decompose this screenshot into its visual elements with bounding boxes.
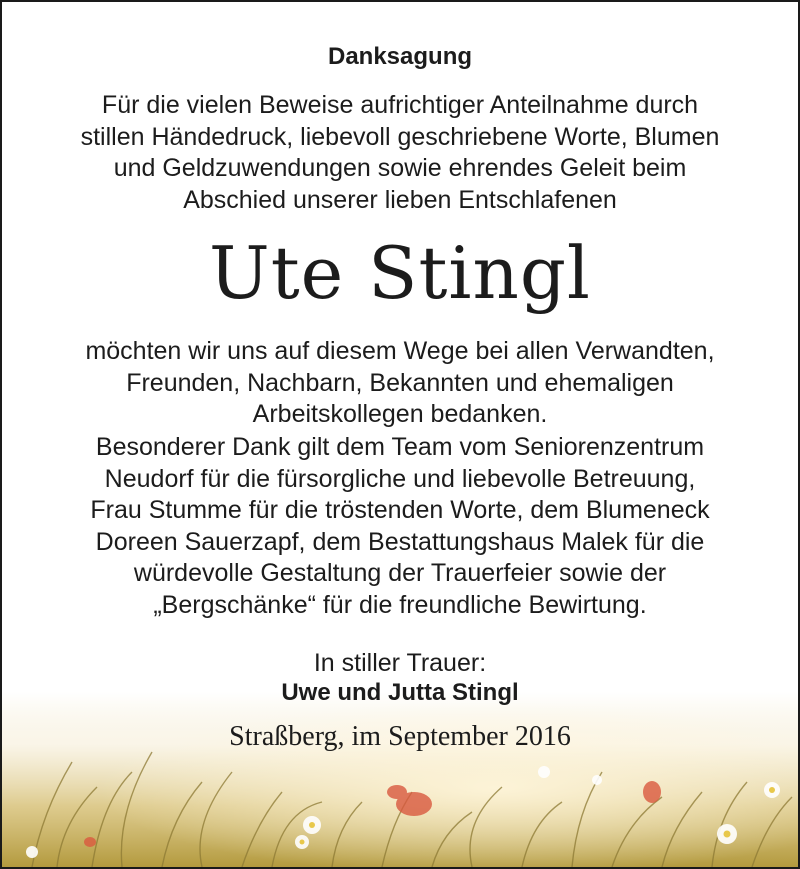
- thanks-line: Arbeitskollegen bedanken.: [252, 400, 548, 428]
- special-thanks-line: Besonderer Dank gilt dem Team vom Seniorenzentrum: [95, 433, 705, 461]
- special-thanks-line: Frau Stumme für die tröstenden Worte, dem Blumeneck: [90, 496, 710, 524]
- intro-line: Abschied unserer lieben Entschlafenen: [183, 185, 617, 214]
- special-thanks-paragraph: [32, 432, 768, 621]
- special-thanks-line: würdevolle Gestaltung der Trauerfeier sowie der: [133, 559, 667, 587]
- intro-line: Für die vielen Beweise aufrichtiger Anteilnahme durch: [101, 91, 699, 119]
- notice-heading: Danksagung: [327, 43, 473, 70]
- deceased-name: Ute Stingl: [209, 231, 591, 315]
- thanks-line: möchten wir uns auf diesem Wege bei allen Verwandten,: [85, 337, 715, 365]
- thanks-paragraph: [32, 336, 768, 431]
- mourning-line: In stiller Trauer:: [313, 649, 487, 677]
- intro-line: stillen Händedruck, liebevoll geschriebene Worte, Blumen: [80, 122, 720, 151]
- special-thanks-line: Doreen Sauerzapf, dem Bestattungshaus Malek für die: [95, 527, 705, 556]
- intro-paragraph: [42, 90, 758, 216]
- special-thanks-line: „Bergschänke“ für die freundliche Bewirtung.: [153, 590, 647, 619]
- special-thanks-line: Neudorf für die fürsorgliche und liebevolle Betreuung,: [104, 464, 696, 493]
- place-and-date: Straßberg, im September 2016: [229, 721, 571, 752]
- signers-names: Uwe und Jutta Stingl: [281, 679, 519, 706]
- thanks-line: Freunden, Nachbarn, Bekannten und ehemaligen: [126, 368, 674, 397]
- intro-line: und Geldzuwendungen sowie ehrendes Geleit beim: [113, 154, 687, 182]
- meadow-with-wildflowers-image: [2, 692, 798, 867]
